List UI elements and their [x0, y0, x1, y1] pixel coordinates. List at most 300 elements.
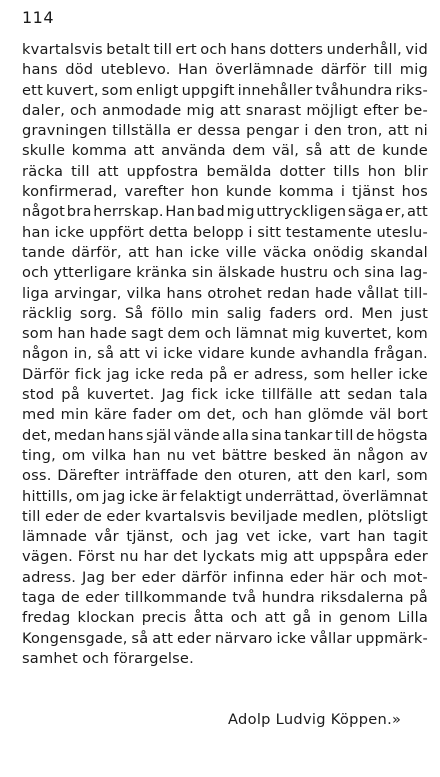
word: heller [350, 365, 393, 383]
word: Lilla [397, 609, 428, 627]
word: felaktigt [179, 487, 242, 505]
text-line [22, 405, 428, 425]
word: på [61, 386, 80, 404]
word: dessa [197, 122, 241, 140]
word: uppmärk- [355, 629, 428, 647]
word: tankar [284, 426, 333, 444]
word: till [153, 41, 173, 58]
word: som [396, 467, 428, 485]
word: och [360, 568, 388, 586]
word: nu [166, 446, 186, 464]
word: någon [22, 345, 69, 363]
word: fick [191, 386, 219, 404]
word: dem [232, 142, 266, 160]
word: till [22, 507, 41, 525]
word: hans [22, 61, 58, 79]
text-line [22, 284, 428, 304]
word: har [143, 548, 169, 566]
word: närvaro [214, 629, 273, 647]
word: bort [397, 406, 428, 424]
word: att [406, 203, 428, 221]
text-line [22, 141, 428, 161]
word: hade [315, 284, 353, 302]
word: väl, [272, 142, 300, 160]
word: gå [292, 609, 312, 627]
word: tjänst [352, 183, 395, 201]
word: dotter [279, 162, 326, 180]
word: vilka [126, 284, 162, 302]
word: här [329, 568, 355, 586]
word: tjänst, [126, 528, 174, 546]
word: vägen. [22, 548, 73, 566]
text-line [22, 365, 428, 385]
word: så [131, 629, 149, 647]
word: i [304, 122, 309, 140]
word: kunde [225, 183, 272, 201]
word: kunde [249, 345, 296, 363]
word: tillställa [112, 122, 172, 140]
word: att [297, 467, 319, 485]
word: räcka [22, 162, 64, 180]
word: och [82, 649, 110, 667]
word: hittills, [22, 487, 73, 505]
word: något [22, 203, 66, 221]
word: be- [403, 101, 428, 119]
word: bemälda [206, 162, 272, 180]
word: tillfälle [261, 386, 313, 404]
word: dotters [269, 41, 324, 58]
word: mig [186, 101, 215, 119]
word: riksdalerna [320, 589, 404, 607]
word: av [410, 446, 428, 464]
text-line [22, 507, 428, 527]
word: sorg. [79, 304, 118, 322]
word: mig [260, 548, 289, 566]
word: de [61, 589, 80, 607]
word: som [101, 81, 134, 99]
word: Först [77, 548, 115, 566]
word: att [219, 101, 241, 119]
word: efter [363, 101, 399, 119]
word: ord. [324, 304, 354, 322]
word: jag [215, 528, 239, 546]
text-line [22, 243, 428, 263]
word: de [355, 426, 375, 444]
word: sagt [131, 325, 164, 343]
word: vilka [91, 446, 127, 464]
word: hundra [261, 589, 315, 607]
word: jag [106, 365, 130, 383]
word: vållar [310, 629, 352, 647]
word: tron, [347, 122, 383, 140]
word: till- [403, 284, 428, 302]
word: och [332, 264, 360, 282]
word: precis [141, 609, 187, 627]
word: den [324, 467, 353, 485]
word: Men [361, 304, 393, 322]
word: icke [189, 243, 220, 261]
text-line [22, 101, 428, 121]
word: mig [226, 203, 255, 221]
word: komma [71, 142, 127, 160]
word: som [313, 365, 345, 383]
word: och [70, 101, 97, 119]
word: hon [190, 183, 219, 201]
word: icke [134, 365, 165, 383]
text-line [22, 344, 428, 364]
text-line [22, 162, 428, 182]
word: hans [107, 426, 144, 444]
text-line [22, 60, 428, 80]
word: därför [320, 61, 367, 79]
word: de [356, 142, 376, 160]
word: än [332, 446, 352, 464]
word: med [22, 406, 56, 424]
word: belopp [192, 223, 244, 241]
word: icke [224, 386, 255, 404]
word: fredag [22, 609, 71, 627]
word: till [334, 426, 354, 444]
word: säga [347, 203, 384, 221]
word: eder [177, 629, 212, 647]
word: bra [66, 203, 92, 221]
signature: Adolp Ludvig Köppen.» [228, 711, 402, 728]
word: avhandla [300, 345, 370, 363]
word: stod [22, 386, 55, 404]
word: hustru [279, 264, 329, 282]
word: eder [289, 568, 324, 586]
word: att [152, 629, 174, 647]
word: besked [273, 446, 327, 464]
word: karl, [358, 467, 391, 485]
word: den [313, 122, 343, 140]
word: sina [364, 264, 395, 282]
word: gravningen [22, 122, 107, 140]
word: tagit [393, 528, 428, 546]
text-line [22, 324, 428, 344]
word: detta [148, 223, 189, 241]
word: varefter [124, 183, 184, 201]
word: vållat [357, 284, 399, 302]
word: Därefter [57, 467, 120, 485]
word: icke [276, 629, 307, 647]
word: eder [45, 507, 80, 525]
word: mig [399, 61, 428, 79]
word: icke [128, 487, 159, 505]
word: kvartalsvis [144, 507, 226, 525]
word: alla [222, 426, 249, 444]
word: älskade [217, 264, 276, 282]
word: er [176, 122, 193, 140]
word: att [293, 548, 315, 566]
text-line [22, 466, 428, 486]
word: sina [251, 426, 282, 444]
word: vår [94, 528, 119, 546]
word: Därför [22, 365, 70, 383]
word: tande [22, 243, 66, 261]
word: nu [119, 548, 139, 566]
word: konfirmerad, [22, 183, 118, 201]
word: sitt [257, 223, 282, 241]
word: så [305, 142, 323, 160]
word: han [22, 223, 51, 241]
page-number: 114 [22, 8, 55, 27]
word: mig [292, 325, 321, 343]
word: ni [414, 122, 428, 140]
word: faders [269, 304, 317, 322]
word: icke [54, 223, 85, 241]
word: tillkommande [124, 589, 227, 607]
text-line [22, 487, 428, 507]
word: hans [230, 41, 267, 58]
word: eder [393, 548, 428, 566]
word: sedan [347, 386, 393, 404]
word: tvåhundra [315, 81, 393, 99]
word: infinna [232, 568, 285, 586]
word: samhet [22, 649, 78, 667]
word: ett [22, 81, 44, 99]
text-line-last [22, 649, 428, 669]
word: så [97, 345, 115, 363]
word: jag [102, 487, 126, 505]
word: överlämnade [215, 61, 314, 79]
word: ting, [22, 446, 56, 464]
word: hans [166, 284, 203, 302]
word: klockan [77, 609, 135, 627]
word: oss. [22, 467, 52, 485]
word: död [65, 61, 94, 79]
word: på [409, 589, 428, 607]
word: om [76, 487, 100, 505]
word: salig [226, 304, 262, 322]
word: det [173, 548, 198, 566]
word: sin [191, 264, 214, 282]
word: föllo [151, 304, 184, 322]
word: de [83, 507, 103, 525]
word: Jag [161, 386, 185, 404]
word: om [177, 406, 202, 424]
word: är [161, 487, 177, 505]
word: snarast [245, 101, 302, 119]
word: betalt [106, 41, 151, 58]
word: redan [266, 284, 311, 302]
word: eder [106, 507, 141, 525]
word: det, [206, 406, 237, 424]
word: den [204, 467, 233, 485]
word: kuvertet. [86, 386, 155, 404]
word: vet [246, 528, 271, 546]
word: åtta [193, 609, 224, 627]
word: kuvertet, [324, 325, 393, 343]
word: möjligt [306, 101, 359, 119]
word: lämnade [22, 528, 88, 546]
word: ville [225, 243, 257, 261]
word: väl [369, 406, 392, 424]
text-line [22, 263, 428, 283]
word: medlen, [302, 507, 364, 525]
word: och [200, 41, 227, 58]
text-line [22, 81, 428, 101]
word: in, [73, 345, 93, 363]
word: på [209, 365, 228, 383]
word: underrättad, [245, 487, 340, 505]
word: vi [145, 345, 159, 363]
word: just [400, 304, 428, 322]
word: lämnat [235, 325, 288, 343]
word: riks- [395, 81, 428, 99]
word: uppfostra [126, 162, 199, 180]
word: tills [333, 162, 360, 180]
text-line [22, 629, 428, 649]
word: plötsligt [367, 507, 428, 525]
word: anmodade [102, 101, 182, 119]
word: daler, [22, 101, 66, 119]
word: överlämnat [342, 487, 428, 505]
word: liga [22, 284, 50, 302]
word: och [22, 264, 49, 282]
word: kvartalsvis [22, 41, 103, 58]
word: till [373, 61, 393, 79]
word: uteblevo. [100, 61, 171, 79]
word: taga [22, 589, 56, 607]
word: att [264, 609, 286, 627]
body-text [22, 40, 428, 669]
word: uppfört [89, 223, 144, 241]
word: adress. [22, 568, 77, 586]
word: Han [165, 203, 196, 221]
word: väcka [262, 243, 307, 261]
word: uteslu- [376, 223, 428, 241]
word: och [181, 528, 209, 546]
word: hos [401, 183, 428, 201]
word: räcklig [22, 304, 73, 322]
text-line [22, 588, 428, 608]
word: genom [339, 609, 391, 627]
text-line [22, 568, 428, 588]
word: icke, [277, 528, 313, 546]
word: ytterligare [53, 264, 132, 282]
word: till [71, 162, 90, 180]
word: i [248, 223, 253, 241]
word: lag- [399, 264, 428, 282]
word: vände [173, 426, 220, 444]
word: förargelse. [113, 649, 194, 667]
word: skulle [22, 142, 66, 160]
word: dem [167, 325, 201, 343]
text-line [22, 182, 428, 202]
word: reda [170, 365, 204, 383]
word: vart [319, 528, 351, 546]
text-line [22, 202, 428, 222]
word: min [60, 406, 89, 424]
word: högsta [376, 426, 428, 444]
word: eder [85, 589, 120, 607]
word: två [232, 589, 257, 607]
word: blir [403, 162, 428, 180]
text-line [22, 385, 428, 405]
word: beviljade [229, 507, 299, 525]
word: bad [196, 203, 225, 221]
word: det, [22, 426, 52, 444]
word: om [62, 446, 86, 464]
text-line [22, 446, 428, 466]
word: käre [94, 406, 128, 424]
word: in [318, 609, 333, 627]
word: uppgift [181, 81, 235, 99]
word: att [387, 122, 409, 140]
word: han [155, 243, 184, 261]
word: Han [178, 61, 208, 79]
word: er [233, 365, 249, 383]
word: Så [124, 304, 144, 322]
word: lyckats [202, 548, 256, 566]
word: och [241, 406, 269, 424]
word: bättre [221, 446, 268, 464]
word: i [340, 183, 346, 201]
word: min [190, 304, 220, 322]
word: arvingar, [54, 284, 122, 302]
word: inträffade [125, 467, 199, 485]
word: att [128, 243, 150, 261]
word: han [274, 406, 303, 424]
word: som [22, 325, 54, 343]
word: själ [145, 426, 172, 444]
word: kränka [136, 264, 188, 282]
word: icke [163, 345, 193, 363]
word: använda [161, 142, 226, 160]
word: Kongensgade, [22, 629, 128, 647]
word: någon [357, 446, 404, 464]
word: skandal [370, 243, 428, 261]
word: fick [74, 365, 102, 383]
word: och [204, 325, 232, 343]
word: uppspåra [318, 548, 390, 566]
word: er, [385, 203, 406, 221]
text-line [22, 527, 428, 547]
word: kom [396, 325, 428, 343]
word: ert [175, 41, 197, 58]
word: vidare [197, 345, 245, 363]
word: mot- [393, 568, 428, 586]
word: herrskap. [93, 203, 164, 221]
text-line [22, 223, 428, 243]
word: oturen, [237, 467, 292, 485]
word: enligt [136, 81, 179, 99]
word: att [97, 162, 119, 180]
word: han [132, 446, 161, 464]
word: frågan. [374, 345, 428, 363]
word: icke [398, 365, 428, 383]
text-line [22, 121, 428, 141]
word: kuvert, [46, 81, 99, 99]
word: pengar [246, 122, 300, 140]
word: därför, [71, 243, 122, 261]
word: medan [53, 426, 106, 444]
text-line [22, 608, 428, 628]
word: glömde [307, 406, 364, 424]
word: vet [191, 446, 216, 464]
word: därför [181, 568, 227, 586]
word: han [57, 325, 86, 343]
word: tala [399, 386, 428, 404]
word: vid [405, 41, 428, 58]
word: fader [132, 406, 172, 424]
word: hon [367, 162, 396, 180]
word: hade [89, 325, 127, 343]
word: otrohet [207, 284, 262, 302]
word: innehåller [237, 81, 313, 99]
word: komma [278, 183, 334, 201]
